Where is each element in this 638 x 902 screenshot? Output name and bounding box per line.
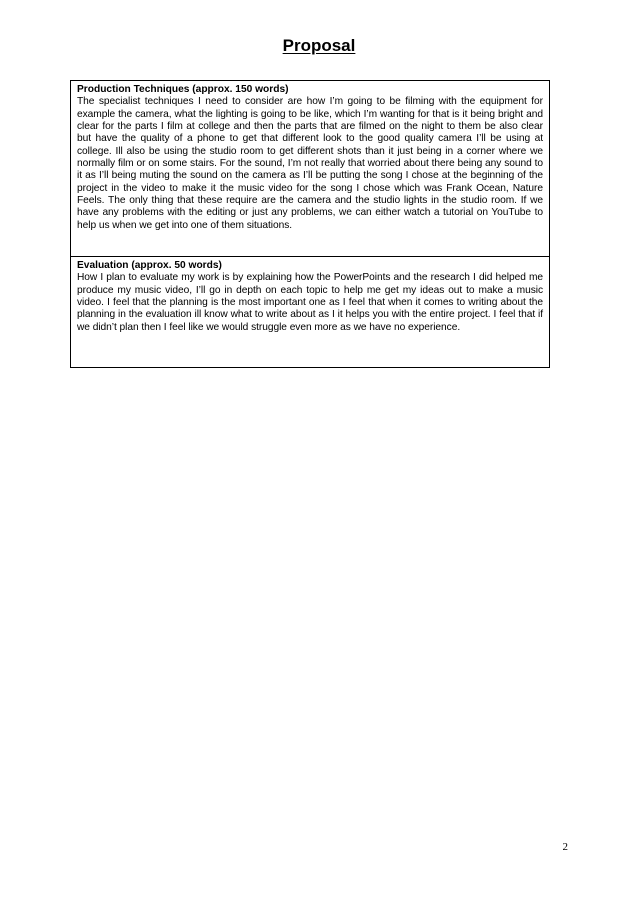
page-title: Proposal: [282, 36, 356, 55]
page-number: 2: [562, 841, 568, 853]
proposal-table: [70, 80, 550, 368]
production-techniques-text: The specialist techniques I need to consider are how I’m going to be filming with the equipment for example the camera, what the lighting is going to be like, which I’m wanting for that is it being bright and clear for the parts I film at college and then the parts that are filmed on the night to them be also clear but have the quality of a phone to get that different look to the good quality camera I’ll be using at college. Ill also be using the studio room to get different shots than it just being in a corner where we normally film or on some stairs. For the sound, I’m not really that worried about there being any sound to it as I’ll being muting the sound on the camera as I’ll be putting the song I chose at the beginning of the project in the video to make it the music video for the song I chose which was Frank Ocean, Nature Feels. The only thing that these require are the camera and the studio lights in the studio room. If we have any problems with the editing or just any problems, we can either watch a tutorial on YouTube to help us when we get into one of them situations.: [77, 96, 543, 231]
evaluation-section: [71, 257, 549, 367]
production-techniques-section: [71, 81, 549, 257]
evaluation-heading: Evaluation (approx. 50 words): [77, 260, 222, 271]
production-techniques-heading: Production Techniques (approx. 150 words): [77, 84, 289, 95]
evaluation-text: How I plan to evaluate my work is by explaining how the PowerPoints and the research I did helped me produce my music video, I’ll go in depth on each topic to help me get my ideas out to make a music video. I feel that the planning is the most important one as I feel that when it comes to writing about the planning in the evaluation ill know what to write about as I it helps you with the entire project. I feel that if we didn’t plan then I feel like we would struggle even more as we have no experience.: [77, 272, 543, 333]
